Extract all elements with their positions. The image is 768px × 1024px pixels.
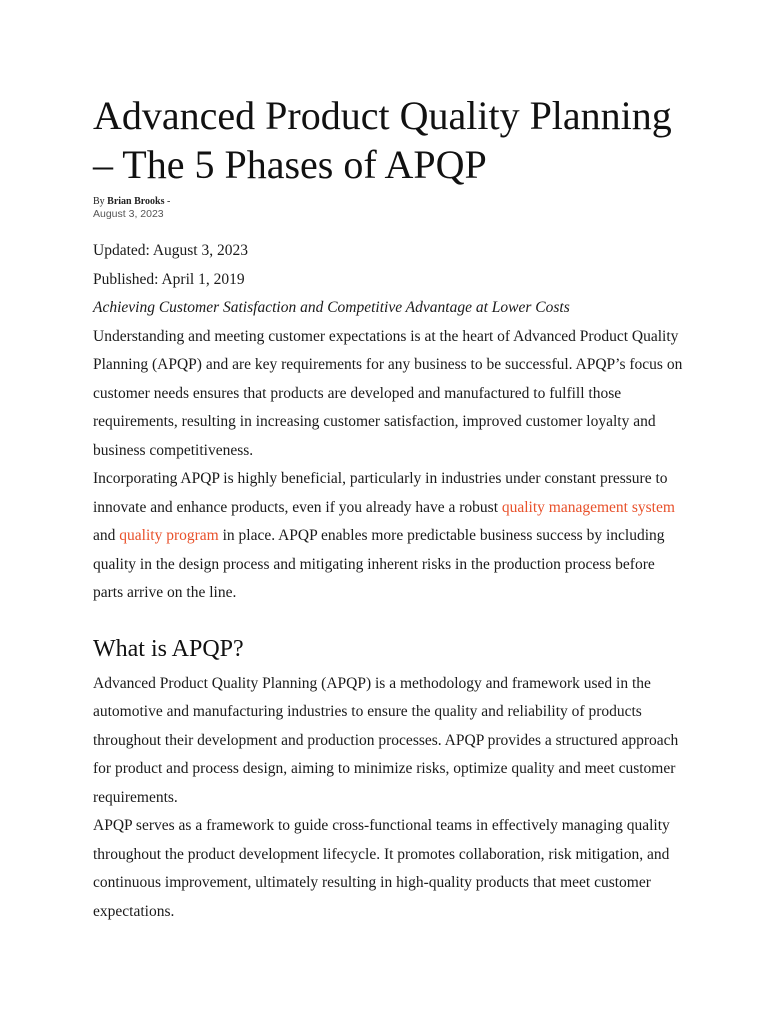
paragraph-framework: APQP serves as a framework to guide cross-functional teams in effectively managing quality throughout the product development lifecycle. It promotes collaboration, risk mitigation, and continuous improvement, ultimately resulting in high-quality products that meet customer expectations. xyxy=(93,817,670,920)
quality-program-link[interactable]: quality program xyxy=(119,527,219,544)
publish-date: August 3, 2023 xyxy=(93,208,164,220)
paragraph-definition: Advanced Product Quality Planning (APQP) is a methodology and framework used in the automotive and manufacturing industries to ensure the quality and reliability of products throughout their development and production processes. APQP provides a structured approach for product and process design, aiming to minimize risks, optimize quality and meet customer requirements. xyxy=(93,674,679,806)
paragraph-benefits-text-3: in place. APQP enables more predictable business success by including quality in the design process and mitigating inherent risks in the production process before parts arrive on the line. xyxy=(93,527,665,601)
byline-separator: - xyxy=(164,196,171,207)
byline xyxy=(93,195,683,208)
article-title: Advanced Product Quality Planning – The 5 Phases of APQP xyxy=(93,93,672,187)
author-link[interactable]: Brian Brooks xyxy=(107,196,165,207)
section-body xyxy=(93,670,683,927)
quality-management-system-link[interactable]: quality management system xyxy=(501,498,675,516)
article-subtitle: Achieving Customer Satisfaction and Competitive Advantage at Lower Costs xyxy=(93,299,570,316)
paragraph-intro: Understanding and meeting customer expectations is at the heart of Advanced Product Quality Planning (APQP) and are key requirements for any business to be successful. APQP’s focus on customer needs ensures that products are developed and manufactured to fulfill those requirements, resulting in increasing customer satisfaction, improved customer loyalty and business competitiveness. xyxy=(93,327,683,459)
updated-date: Updated: August 3, 2023 xyxy=(93,242,248,259)
paragraph-benefits xyxy=(93,465,683,608)
article xyxy=(93,0,683,926)
byline-prefix: By xyxy=(93,196,105,207)
published-date: Published: April 1, 2019 xyxy=(93,270,245,288)
paragraph-benefits-text-2: and xyxy=(93,527,120,544)
article-meta xyxy=(93,237,683,323)
paragraph-benefits-text-1: Incorporating APQP is highly beneficial, particularly in industries under constant pressure to innovate and enhance products, even if you already have a robust xyxy=(93,470,668,516)
section-heading-what-is-apqp: What is APQP? xyxy=(93,635,244,662)
article-body xyxy=(93,323,683,608)
